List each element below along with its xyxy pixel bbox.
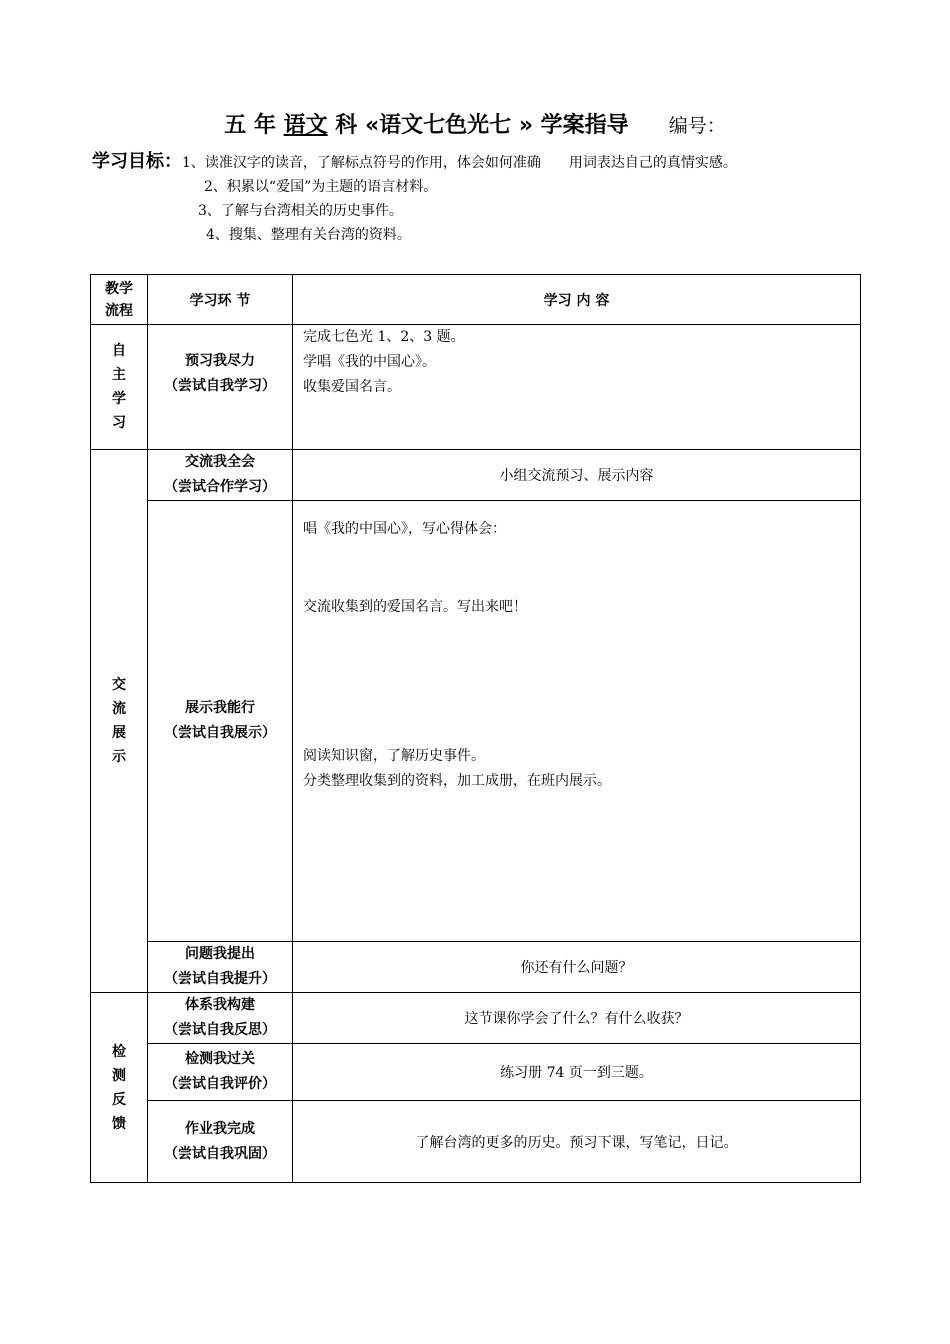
- title-subject: 语文: [283, 113, 328, 138]
- title-rest: 科 «语文七色光七 » 学案指导: [327, 113, 629, 138]
- title-grade: 五 年: [224, 113, 284, 138]
- table-row: [91, 501, 861, 942]
- content-question: 你还有什么问题？: [293, 942, 861, 993]
- header-step: 学习环 节: [148, 275, 293, 325]
- section-exchange: 交 流 展 示: [91, 450, 148, 993]
- table-row: [91, 325, 861, 450]
- step-question: 问题我提出 （尝试自我提升）: [148, 942, 293, 993]
- step-communicate: 交流我全会 （尝试合作学习）: [148, 450, 293, 501]
- table-row: [91, 450, 861, 501]
- header-content: 学习 内 容: [293, 275, 861, 325]
- content-homework: 了解台湾的更多的历史。预习下课，写笔记，日记。: [293, 1101, 861, 1183]
- content-communicate: 小组交流预习、展示内容: [293, 450, 861, 501]
- content-preview: 完成七色光 1、2、3 题。 学唱《我的中国心》。 收集爱国名言。: [293, 325, 861, 450]
- content-show: 唱《我的中国心》，写心得体会： 交流收集到的爱国名言。写出来吧！ 阅读知识窗，了解历史事件。 分类整理收集到的资料，加工成册，在班内展示。: [293, 501, 861, 942]
- plan-table: [90, 274, 861, 1183]
- step-test: 检测我过关 （尝试自我评价）: [148, 1044, 293, 1101]
- content-build: 这节课你学会了什么？有什么收获？: [293, 993, 861, 1044]
- step-build: 体系我构建 （尝试自我反思）: [148, 993, 293, 1044]
- content-test: 练习册 74 页一到三题。: [293, 1044, 861, 1101]
- table-header-row: [91, 275, 861, 325]
- step-homework: 作业我完成 （尝试自我巩固）: [148, 1101, 293, 1183]
- page-title: [0, 108, 950, 139]
- table-row: [91, 993, 861, 1044]
- step-preview: 预习我尽力 （尝试自我学习）: [148, 325, 293, 450]
- section-self-study: 自 主 学 习: [91, 325, 148, 450]
- section-check: 检 测 反 馈: [91, 993, 148, 1183]
- step-show: 展示我能行 （尝试自我展示）: [148, 501, 293, 942]
- number-label: 编号：: [668, 115, 726, 137]
- goal-item: 1、读准汉字的读音，了解标点符号的作用，体会如何准确 用词表达自己的真情实感。: [182, 155, 737, 171]
- goal-item: 2、积累以“爱国”为主题的语言材料。: [204, 179, 438, 195]
- header-flow: 教学 流程: [91, 275, 148, 325]
- learning-goals: [92, 150, 737, 247]
- table-row: [91, 1044, 861, 1101]
- table-row: [91, 942, 861, 993]
- goals-label: 学习目标：: [92, 151, 182, 172]
- table-row: [91, 1101, 861, 1183]
- goal-item: 3、了解与台湾相关的历史事件。: [198, 203, 403, 219]
- goal-item: 4、搜集、整理有关台湾的资料。: [206, 227, 411, 243]
